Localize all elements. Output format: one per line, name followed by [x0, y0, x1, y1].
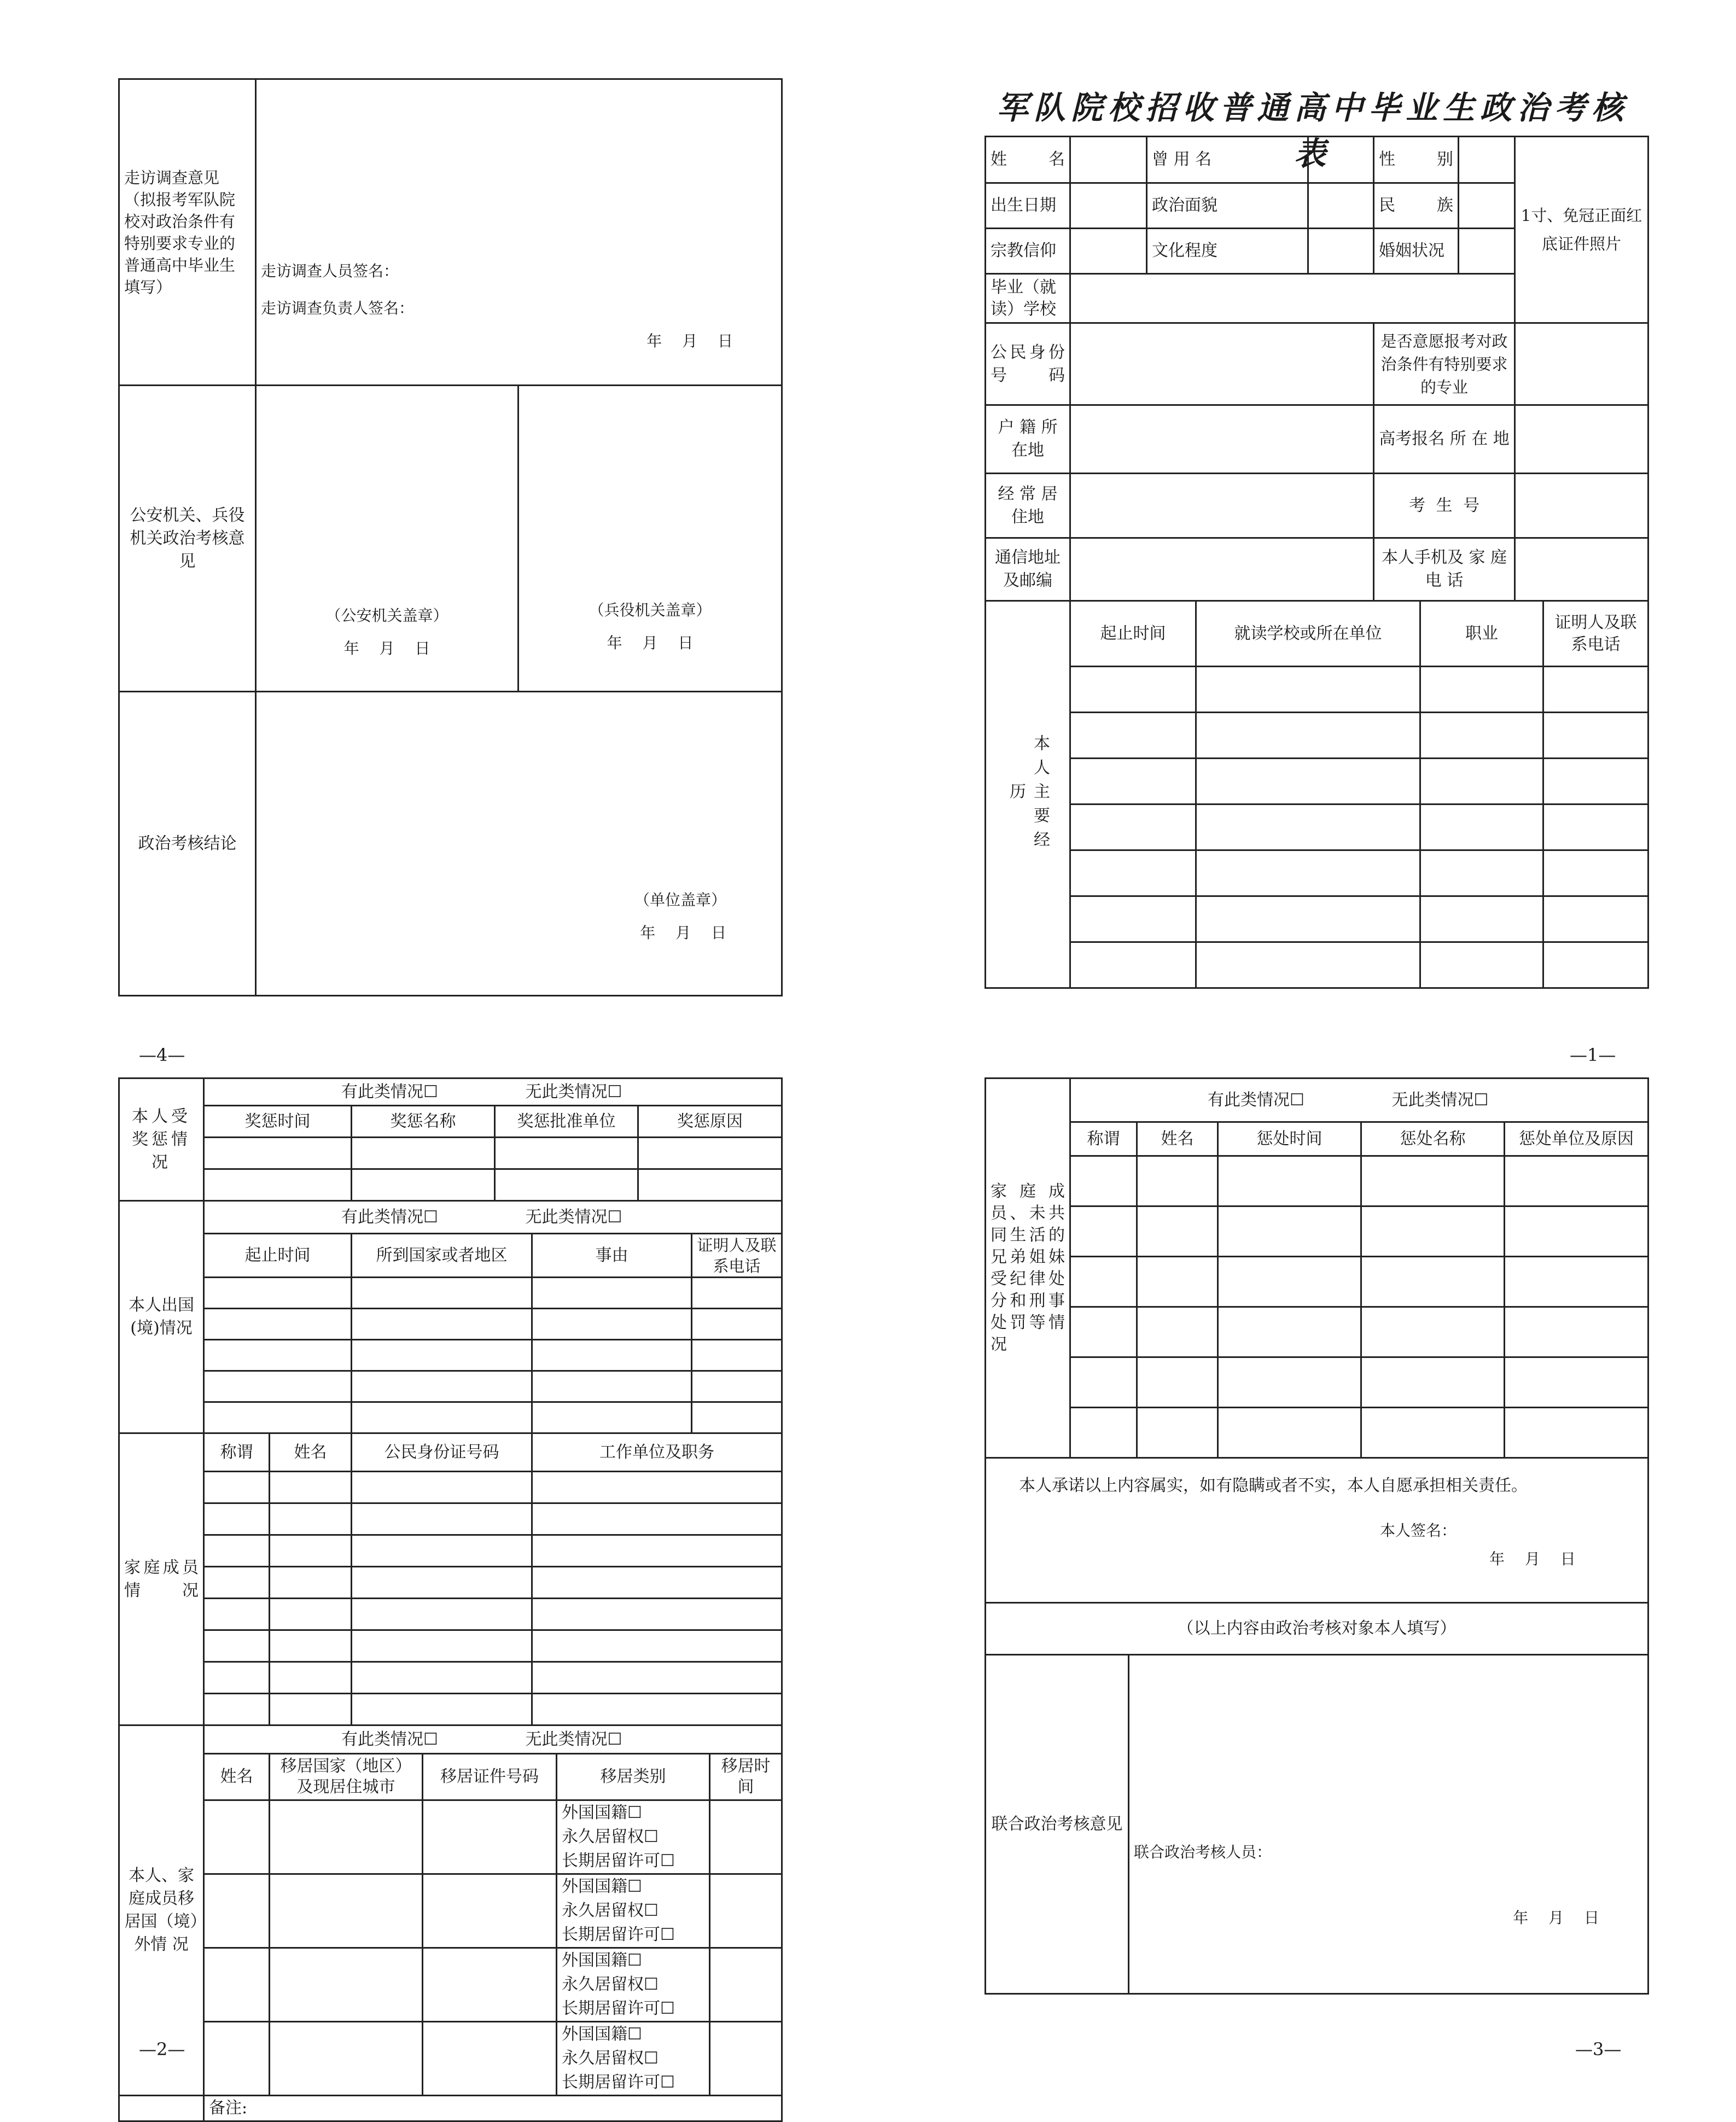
used-name-label: 曾 用 名	[1147, 137, 1308, 183]
discipline-cell[interactable]	[1137, 1257, 1218, 1307]
discipline-header-time: 惩处时间	[1218, 1122, 1361, 1156]
discipline-label: 家庭成员、未共同生活的兄弟姐妹受纪律处分和刑事处罚等情况	[986, 1079, 1070, 1458]
discipline-cell[interactable]	[1505, 1156, 1648, 1206]
discipline-table	[984, 1077, 1649, 1459]
discipline-cell[interactable]	[1218, 1257, 1361, 1307]
discipline-cell[interactable]	[1137, 1156, 1218, 1206]
abroad-cell[interactable]	[204, 1340, 352, 1371]
visit-leader-sign: 走访调查负责人签名：	[261, 299, 415, 317]
migration-header-time: 移居时间	[710, 1754, 782, 1800]
rewards-cell[interactable]	[638, 1138, 782, 1169]
page-number-3: —3—	[1575, 2039, 1622, 2060]
police-opinion-cell[interactable]	[256, 386, 519, 692]
discipline-cell[interactable]	[1070, 1408, 1137, 1458]
police-date: 年 月 日	[343, 639, 430, 657]
family-cell[interactable]	[532, 1694, 782, 1725]
migration-cell[interactable]	[710, 1874, 782, 1948]
joint-staff-sign: 联合政治考核人员：	[1134, 1843, 1272, 1861]
migration-cell[interactable]	[423, 1874, 557, 1948]
address-label: 通信地址及邮编	[986, 538, 1070, 601]
discipline-cell[interactable]	[1505, 1257, 1648, 1307]
rewards-cell[interactable]	[495, 1169, 638, 1201]
abroad-cell[interactable]	[204, 1371, 352, 1402]
family-cell[interactable]	[204, 1662, 270, 1694]
option-foreign-nationality[interactable]: 外国国籍☐	[562, 2025, 642, 2044]
address-value[interactable]	[1070, 538, 1374, 601]
military-seal: （兵役机关盖章）	[589, 601, 712, 619]
abroad-cell[interactable]	[352, 1340, 532, 1371]
rewards-no-option[interactable]: 无此类情况☐	[525, 1082, 622, 1101]
migration-header-type: 移居类别	[557, 1754, 710, 1800]
abroad-cell[interactable]	[692, 1340, 782, 1371]
abroad-cell[interactable]	[692, 1309, 782, 1340]
conclusion-label: 政治考核结论	[119, 692, 256, 996]
abroad-cell[interactable]	[532, 1309, 692, 1340]
family-cell[interactable]	[270, 1662, 352, 1694]
abroad-header-time: 起止时间	[204, 1234, 352, 1278]
marital-label: 婚姻状况	[1374, 229, 1459, 274]
abroad-cell[interactable]	[692, 1278, 782, 1309]
rewards-cell[interactable]	[204, 1138, 352, 1169]
discipline-header-name: 姓名	[1137, 1122, 1218, 1156]
abroad-cell[interactable]	[352, 1309, 532, 1340]
migration-cell[interactable]	[204, 2022, 270, 2096]
option-permanent-residence[interactable]: 永久居留权☐	[562, 1901, 659, 1920]
option-foreign-nationality[interactable]: 外国国籍☐	[562, 1877, 642, 1896]
ethnicity-label: 民 族	[1374, 183, 1459, 229]
exp-cell[interactable]	[1420, 713, 1543, 759]
family-table	[118, 1432, 783, 1726]
exam-no-value[interactable]	[1515, 474, 1648, 538]
exp-cell[interactable]	[1543, 713, 1648, 759]
rewards-label: 本人受奖惩情况	[119, 1079, 204, 1201]
exp-cell[interactable]	[1070, 759, 1196, 805]
rewards-cell[interactable]	[204, 1169, 352, 1201]
phone-value[interactable]	[1515, 538, 1648, 601]
household-label: 户 籍 所在地	[986, 405, 1070, 474]
family-cell[interactable]	[352, 1630, 532, 1662]
police-military-label: 公安机关、兵役机关政治考核意见	[119, 386, 256, 692]
family-cell[interactable]	[270, 1694, 352, 1725]
exp-cell[interactable]	[1420, 805, 1543, 850]
family-cell[interactable]	[270, 1567, 352, 1599]
exp-cell[interactable]	[1196, 713, 1420, 759]
migration-cell[interactable]	[270, 1874, 423, 1948]
abroad-cell[interactable]	[692, 1402, 782, 1433]
family-header-work: 工作单位及职务	[532, 1433, 782, 1472]
rewards-cell[interactable]	[495, 1138, 638, 1169]
family-cell[interactable]	[532, 1662, 782, 1694]
family-label: 家庭成员情 况	[119, 1433, 204, 1725]
family-cell[interactable]	[270, 1535, 352, 1567]
family-cell[interactable]	[270, 1630, 352, 1662]
exp-header-time: 起止时间	[1070, 601, 1196, 667]
migration-yes-option[interactable]: 有此类情况☐	[341, 1729, 438, 1749]
police-seal: （公安机关盖章）	[325, 607, 448, 625]
exp-cell[interactable]	[1420, 850, 1543, 896]
exp-cell[interactable]	[1070, 805, 1196, 850]
abroad-cell[interactable]	[352, 1371, 532, 1402]
discipline-cell[interactable]	[1070, 1257, 1137, 1307]
exp-cell[interactable]	[1543, 850, 1648, 896]
discipline-yes-option[interactable]: 有此类情况☐	[1208, 1090, 1304, 1110]
discipline-cell[interactable]	[1361, 1156, 1505, 1206]
family-cell[interactable]	[352, 1503, 532, 1535]
exp-header-witness: 证明人及联系电话	[1543, 601, 1648, 667]
family-cell[interactable]	[532, 1567, 782, 1599]
discipline-cell[interactable]	[1070, 1206, 1137, 1257]
exp-cell[interactable]	[1543, 896, 1648, 942]
experience-table	[984, 600, 1649, 989]
option-long-term-residence[interactable]: 长期居留许可☐	[562, 2073, 675, 2092]
migration-label: 本人、家庭成员移居国（境）外情 况	[119, 1725, 204, 2096]
option-long-term-residence[interactable]: 长期居留许可☐	[562, 1851, 675, 1870]
family-cell[interactable]	[204, 1567, 270, 1599]
discipline-cell[interactable]	[1505, 1206, 1648, 1257]
abroad-cell[interactable]	[692, 1371, 782, 1402]
marital-value[interactable]	[1459, 229, 1515, 274]
birth-label: 出生日期	[986, 183, 1070, 229]
joint-date: 年 月 日	[1513, 1909, 1599, 1927]
pledge-text: 本人承诺以上内容属实，如有隐瞒或者不实，本人自愿承担相关责任。	[1019, 1476, 1528, 1495]
page-3	[984, 1077, 1647, 1995]
abroad-cell[interactable]	[532, 1402, 692, 1433]
discipline-cell[interactable]	[1505, 1357, 1648, 1408]
discipline-cell[interactable]	[1218, 1408, 1361, 1458]
religion-value[interactable]	[1070, 229, 1147, 274]
option-foreign-nationality[interactable]: 外国国籍☐	[562, 1951, 642, 1970]
name-value[interactable]	[1070, 137, 1147, 183]
family-cell[interactable]	[532, 1472, 782, 1503]
family-header-id: 公民身份证号码	[352, 1433, 532, 1472]
abroad-label: 本人出国(境)情况	[119, 1201, 204, 1433]
visit-opinion-cell[interactable]	[256, 79, 782, 386]
abroad-yes-option[interactable]: 有此类情况☐	[341, 1207, 438, 1227]
unit-seal: （单位盖章）	[634, 891, 727, 909]
family-cell[interactable]	[352, 1662, 532, 1694]
family-cell[interactable]	[532, 1630, 782, 1662]
migration-cell[interactable]	[710, 1948, 782, 2022]
family-cell[interactable]	[352, 1567, 532, 1599]
exp-header-job: 职业	[1420, 601, 1543, 667]
family-header-name: 姓名	[270, 1433, 352, 1472]
migration-table	[118, 1724, 783, 2122]
option-permanent-residence[interactable]: 永久居留权☐	[562, 2049, 659, 2068]
exp-cell[interactable]	[1196, 896, 1420, 942]
family-cell[interactable]	[204, 1503, 270, 1535]
rewards-header-reason: 奖惩原因	[638, 1106, 782, 1138]
photo-box: 1寸、免冠正面红底证件照片	[1515, 137, 1648, 323]
discipline-cell[interactable]	[1137, 1206, 1218, 1257]
family-cell[interactable]	[352, 1472, 532, 1503]
discipline-header-relation: 称谓	[1070, 1122, 1137, 1156]
form-title: 军队院校招收普通高中毕业生政治考核表	[996, 89, 1629, 172]
migration-cell[interactable]	[423, 2022, 557, 2096]
discipline-cell[interactable]	[1505, 1408, 1648, 1458]
rewards-header-name: 奖惩名称	[352, 1106, 495, 1138]
joint-label: 联合政治考核意见	[986, 1655, 1129, 1994]
discipline-cell[interactable]	[1218, 1156, 1361, 1206]
discipline-cell[interactable]	[1361, 1206, 1505, 1257]
name-label: 姓 名	[986, 137, 1070, 183]
exp-cell[interactable]	[1543, 942, 1648, 988]
school-label: 毕业（就读）学校	[986, 274, 1070, 323]
family-cell[interactable]	[270, 1472, 352, 1503]
exp-cell[interactable]	[1070, 850, 1196, 896]
page-1	[984, 136, 1647, 989]
pledge-cell[interactable]	[986, 1458, 1648, 1603]
discipline-cell[interactable]	[1361, 1257, 1505, 1307]
page-2	[118, 1077, 781, 2122]
discipline-cell[interactable]	[1361, 1357, 1505, 1408]
family-cell[interactable]	[352, 1694, 532, 1725]
exp-cell[interactable]	[1196, 805, 1420, 850]
migration-cell[interactable]	[204, 1800, 270, 1874]
residence-label: 经 常 居住地	[986, 474, 1070, 538]
rewards-yes-no[interactable]	[204, 1079, 782, 1106]
exp-header-school: 就读学校或所在单位	[1196, 601, 1420, 667]
rewards-yes-option[interactable]: 有此类情况☐	[341, 1082, 438, 1101]
rewards-cell[interactable]	[638, 1169, 782, 1201]
abroad-no-option[interactable]: 无此类情况☐	[525, 1207, 622, 1227]
migration-no-option[interactable]: 无此类情况☐	[525, 1729, 622, 1749]
abroad-yes-no[interactable]	[204, 1201, 782, 1234]
migration-type-options[interactable]	[557, 2022, 710, 2096]
family-cell[interactable]	[270, 1503, 352, 1535]
gender-value[interactable]	[1459, 137, 1515, 183]
gender-label: 性 别	[1374, 137, 1459, 183]
migration-type-options[interactable]	[557, 1948, 710, 2022]
discipline-cell[interactable]	[1218, 1206, 1361, 1257]
discipline-cell[interactable]	[1137, 1307, 1218, 1357]
family-header-relation: 称谓	[204, 1433, 270, 1472]
rewards-cell[interactable]	[352, 1138, 495, 1169]
residence-value[interactable]	[1070, 474, 1374, 538]
exp-cell[interactable]	[1420, 759, 1543, 805]
family-cell[interactable]	[204, 1694, 270, 1725]
conclusion-cell[interactable]	[256, 692, 782, 996]
exp-cell[interactable]	[1070, 896, 1196, 942]
pledge-date: 年 月 日	[1489, 1550, 1576, 1568]
discipline-cell[interactable]	[1070, 1307, 1137, 1357]
abroad-cell[interactable]	[532, 1278, 692, 1309]
rewards-header-time: 奖惩时间	[204, 1106, 352, 1138]
id-number-value[interactable]	[1070, 323, 1374, 405]
page-number-2: —2—	[139, 2039, 185, 2060]
discipline-cell[interactable]	[1070, 1156, 1137, 1206]
special-major-value[interactable]	[1515, 323, 1648, 405]
family-cell[interactable]	[270, 1599, 352, 1630]
migration-cell[interactable]	[710, 2022, 782, 2096]
religion-label: 宗教信仰	[986, 229, 1070, 274]
family-cell[interactable]	[532, 1535, 782, 1567]
exp-cell[interactable]	[1543, 667, 1648, 713]
conclusion-date: 年 月 日	[640, 924, 727, 942]
basic-info-table	[984, 136, 1649, 602]
migration-cell[interactable]	[710, 1800, 782, 1874]
option-permanent-residence[interactable]: 永久居留权☐	[562, 1975, 659, 1994]
abroad-cell[interactable]	[204, 1309, 352, 1340]
exp-cell[interactable]	[1420, 667, 1543, 713]
page4-table	[118, 78, 783, 996]
family-cell[interactable]	[204, 1472, 270, 1503]
migration-cell[interactable]	[270, 1800, 423, 1874]
military-opinion-cell[interactable]	[519, 386, 782, 692]
abroad-cell[interactable]	[352, 1402, 532, 1433]
abroad-cell[interactable]	[204, 1278, 352, 1309]
family-cell[interactable]	[532, 1503, 782, 1535]
family-cell[interactable]	[352, 1535, 532, 1567]
phone-label: 本人手机及 家 庭 电 话	[1374, 538, 1515, 601]
exp-cell[interactable]	[1070, 667, 1196, 713]
used-name-value[interactable]	[1308, 137, 1374, 183]
option-permanent-residence[interactable]: 永久居留权☐	[562, 1827, 659, 1846]
political-value[interactable]	[1308, 183, 1374, 229]
discipline-header-name2: 惩处名称	[1361, 1122, 1505, 1156]
family-cell[interactable]	[204, 1630, 270, 1662]
family-cell[interactable]	[532, 1599, 782, 1630]
exam-reg-label: 高考报名 所 在 地	[1374, 405, 1515, 474]
remark-cell[interactable]: 备注:	[204, 2096, 782, 2121]
migration-header-country: 移居国家（地区）及现居住城市	[270, 1754, 423, 1800]
abroad-header-country: 所到国家或者地区	[352, 1234, 532, 1278]
migration-header-cert: 移居证件号码	[423, 1754, 557, 1800]
page-number-1: —1—	[1570, 1045, 1616, 1065]
exp-cell[interactable]	[1420, 896, 1543, 942]
rewards-header-unit: 奖惩批准单位	[495, 1106, 638, 1138]
migration-cell[interactable]	[204, 1948, 270, 2022]
abroad-header-reason: 事由	[532, 1234, 692, 1278]
discipline-yes-no[interactable]	[1070, 1079, 1648, 1122]
discipline-no-option[interactable]: 无此类情况☐	[1391, 1090, 1489, 1110]
abroad-table	[118, 1200, 783, 1434]
migration-cell[interactable]	[270, 2022, 423, 2096]
migration-header-name: 姓名	[204, 1754, 270, 1800]
abroad-cell[interactable]	[204, 1402, 352, 1433]
id-number-label: 公民身份号 码	[986, 323, 1070, 405]
visit-date: 年 月 日	[646, 332, 733, 350]
pledge-table	[984, 1457, 1649, 1995]
option-long-term-residence[interactable]: 长期居留许可☐	[562, 1925, 675, 1944]
exp-cell[interactable]	[1196, 759, 1420, 805]
migration-cell[interactable]	[204, 1874, 270, 1948]
ethnicity-value[interactable]	[1459, 183, 1515, 229]
visit-staff-sign: 走访调查人员签名：	[261, 262, 399, 280]
rewards-cell[interactable]	[352, 1169, 495, 1201]
option-long-term-residence[interactable]: 长期居留许可☐	[562, 1999, 675, 2018]
abroad-cell[interactable]	[532, 1371, 692, 1402]
migration-type-options[interactable]	[557, 1874, 710, 1948]
exp-cell[interactable]	[1196, 850, 1420, 896]
education-label: 文化程度	[1147, 229, 1308, 274]
abroad-cell[interactable]	[532, 1340, 692, 1371]
abroad-cell[interactable]	[352, 1278, 532, 1309]
discipline-cell[interactable]	[1361, 1408, 1505, 1458]
exp-cell[interactable]	[1070, 942, 1196, 988]
birth-value[interactable]	[1070, 183, 1147, 229]
discipline-cell[interactable]	[1070, 1357, 1137, 1408]
abroad-header-witness: 证明人及联系电话	[692, 1234, 782, 1278]
discipline-cell[interactable]	[1218, 1357, 1361, 1408]
military-date: 年 月 日	[607, 634, 694, 652]
rewards-table	[118, 1077, 783, 1202]
exp-cell[interactable]	[1543, 759, 1648, 805]
exp-cell[interactable]	[1070, 713, 1196, 759]
migration-cell[interactable]	[270, 1948, 423, 2022]
exam-reg-value[interactable]	[1515, 405, 1648, 474]
discipline-cell[interactable]	[1137, 1357, 1218, 1408]
migration-cell[interactable]	[423, 1800, 557, 1874]
page-number-4: —4—	[139, 1045, 185, 1065]
exam-no-label: 考 生 号	[1374, 474, 1515, 538]
family-cell[interactable]	[352, 1599, 532, 1630]
remark-spacer	[119, 2096, 204, 2121]
migration-cell[interactable]	[423, 1948, 557, 2022]
exp-cell[interactable]	[1543, 805, 1648, 850]
discipline-cell[interactable]	[1361, 1307, 1505, 1357]
family-cell[interactable]	[204, 1535, 270, 1567]
experience-label: 本人主要经历	[986, 601, 1070, 988]
discipline-cell[interactable]	[1137, 1408, 1218, 1458]
discipline-cell[interactable]	[1218, 1307, 1361, 1357]
exp-cell[interactable]	[1196, 667, 1420, 713]
visit-label: 走访调查意见（拟报考军队院校对政治条件有特别要求专业的普通高中毕业生填写）	[119, 79, 256, 386]
exp-cell[interactable]	[1420, 942, 1543, 988]
political-label: 政治面貌	[1147, 183, 1308, 229]
exp-cell[interactable]	[1196, 942, 1420, 988]
discipline-cell[interactable]	[1505, 1307, 1648, 1357]
page-4	[118, 78, 781, 996]
option-foreign-nationality[interactable]: 外国国籍☐	[562, 1803, 642, 1822]
household-value[interactable]	[1070, 405, 1374, 474]
education-value[interactable]	[1308, 229, 1374, 274]
school-value[interactable]	[1070, 274, 1515, 323]
special-major-label: 是否意愿报考对政治条件有特别要求的专业	[1374, 323, 1515, 405]
migration-type-options[interactable]	[557, 1800, 710, 1874]
migration-yes-no[interactable]	[204, 1725, 782, 1754]
discipline-header-unit: 惩处单位及原因	[1505, 1122, 1648, 1156]
self-sign: 本人签名：	[1380, 1521, 1457, 1540]
filled-by-note: （以上内容由政治考核对象本人填写）	[986, 1603, 1648, 1655]
joint-opinion-cell[interactable]	[1129, 1655, 1648, 1994]
family-cell[interactable]	[204, 1599, 270, 1630]
